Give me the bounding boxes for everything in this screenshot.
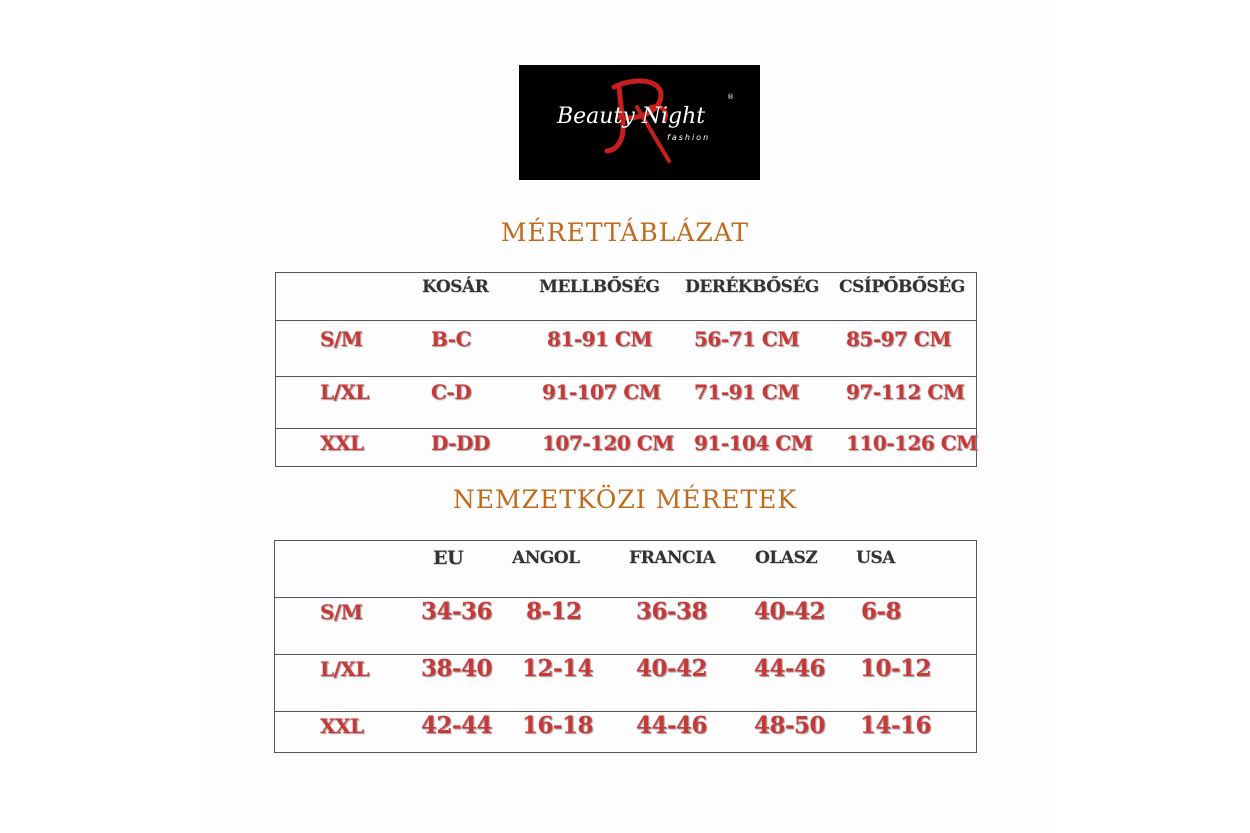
header-cell: EU [433,547,464,569]
value-cell: 44-46 [636,712,708,739]
header-cell: ANGOL [512,548,580,568]
header-cell: USA [856,548,895,568]
value-cell: 6-8 [861,598,902,625]
header-cell: CSÍPŐBŐSÉG [839,277,965,297]
international-sizes-table [274,540,977,753]
table-row [275,654,976,711]
value-cell: 12-14 [522,655,594,682]
size-label: L/XL [320,380,369,404]
value-cell: C-D [431,380,472,404]
value-cell: 16-18 [522,712,594,739]
logo-brand-text: Beauty Night [557,104,706,129]
international-sizes-title: NEMZETKÖZI MÉRETEK [452,485,798,514]
value-cell: D-DD [431,431,490,455]
value-cell: B-C [431,327,471,351]
value-cell: 48-50 [754,712,826,739]
table-row [275,597,976,654]
size-label: L/XL [320,657,369,681]
value-cell: 107-120 CM [542,431,674,455]
logo-registered-mark: ® [727,93,734,101]
table-row [276,376,976,428]
value-cell: 56-71 CM [694,327,799,351]
table-row [276,320,976,376]
value-cell: 38-40 [421,655,493,682]
size-chart-title: MÉRETTÁBLÁZAT [500,218,750,247]
value-cell: 44-46 [754,655,826,682]
header-cell: OLASZ [755,548,818,568]
value-cell: 71-91 CM [694,380,799,404]
table-row [276,428,976,466]
brand-logo [519,65,760,180]
value-cell: 8-12 [526,598,582,625]
header-cell: MELLBŐSÉG [539,277,660,297]
value-cell: 10-12 [860,655,932,682]
value-cell: 34-36 [421,598,493,625]
value-cell: 91-104 CM [694,431,813,455]
header-cell: DERÉKBŐSÉG [685,277,819,297]
size-chart-table [275,272,977,467]
table-header-row [276,273,976,320]
value-cell: 81-91 CM [547,327,652,351]
size-label: S/M [320,327,363,351]
logo-sub-text: fashion [667,133,711,142]
table-row [275,711,976,752]
table-header-row [275,541,976,597]
value-cell: 36-38 [636,598,708,625]
value-cell: 85-97 CM [846,327,951,351]
value-cell: 14-16 [860,712,932,739]
size-label: S/M [320,600,363,624]
size-label: XXL [320,431,364,455]
value-cell: 42-44 [421,712,493,739]
value-cell: 40-42 [754,598,826,625]
value-cell: 97-112 CM [846,380,965,404]
size-label: XXL [320,714,364,738]
value-cell: 91-107 CM [542,380,661,404]
header-cell: FRANCIA [629,548,716,568]
logo-monogram-icon [519,65,760,180]
value-cell: 110-126 CM [846,431,978,455]
value-cell: 40-42 [636,655,708,682]
header-cell: KOSÁR [422,277,489,297]
